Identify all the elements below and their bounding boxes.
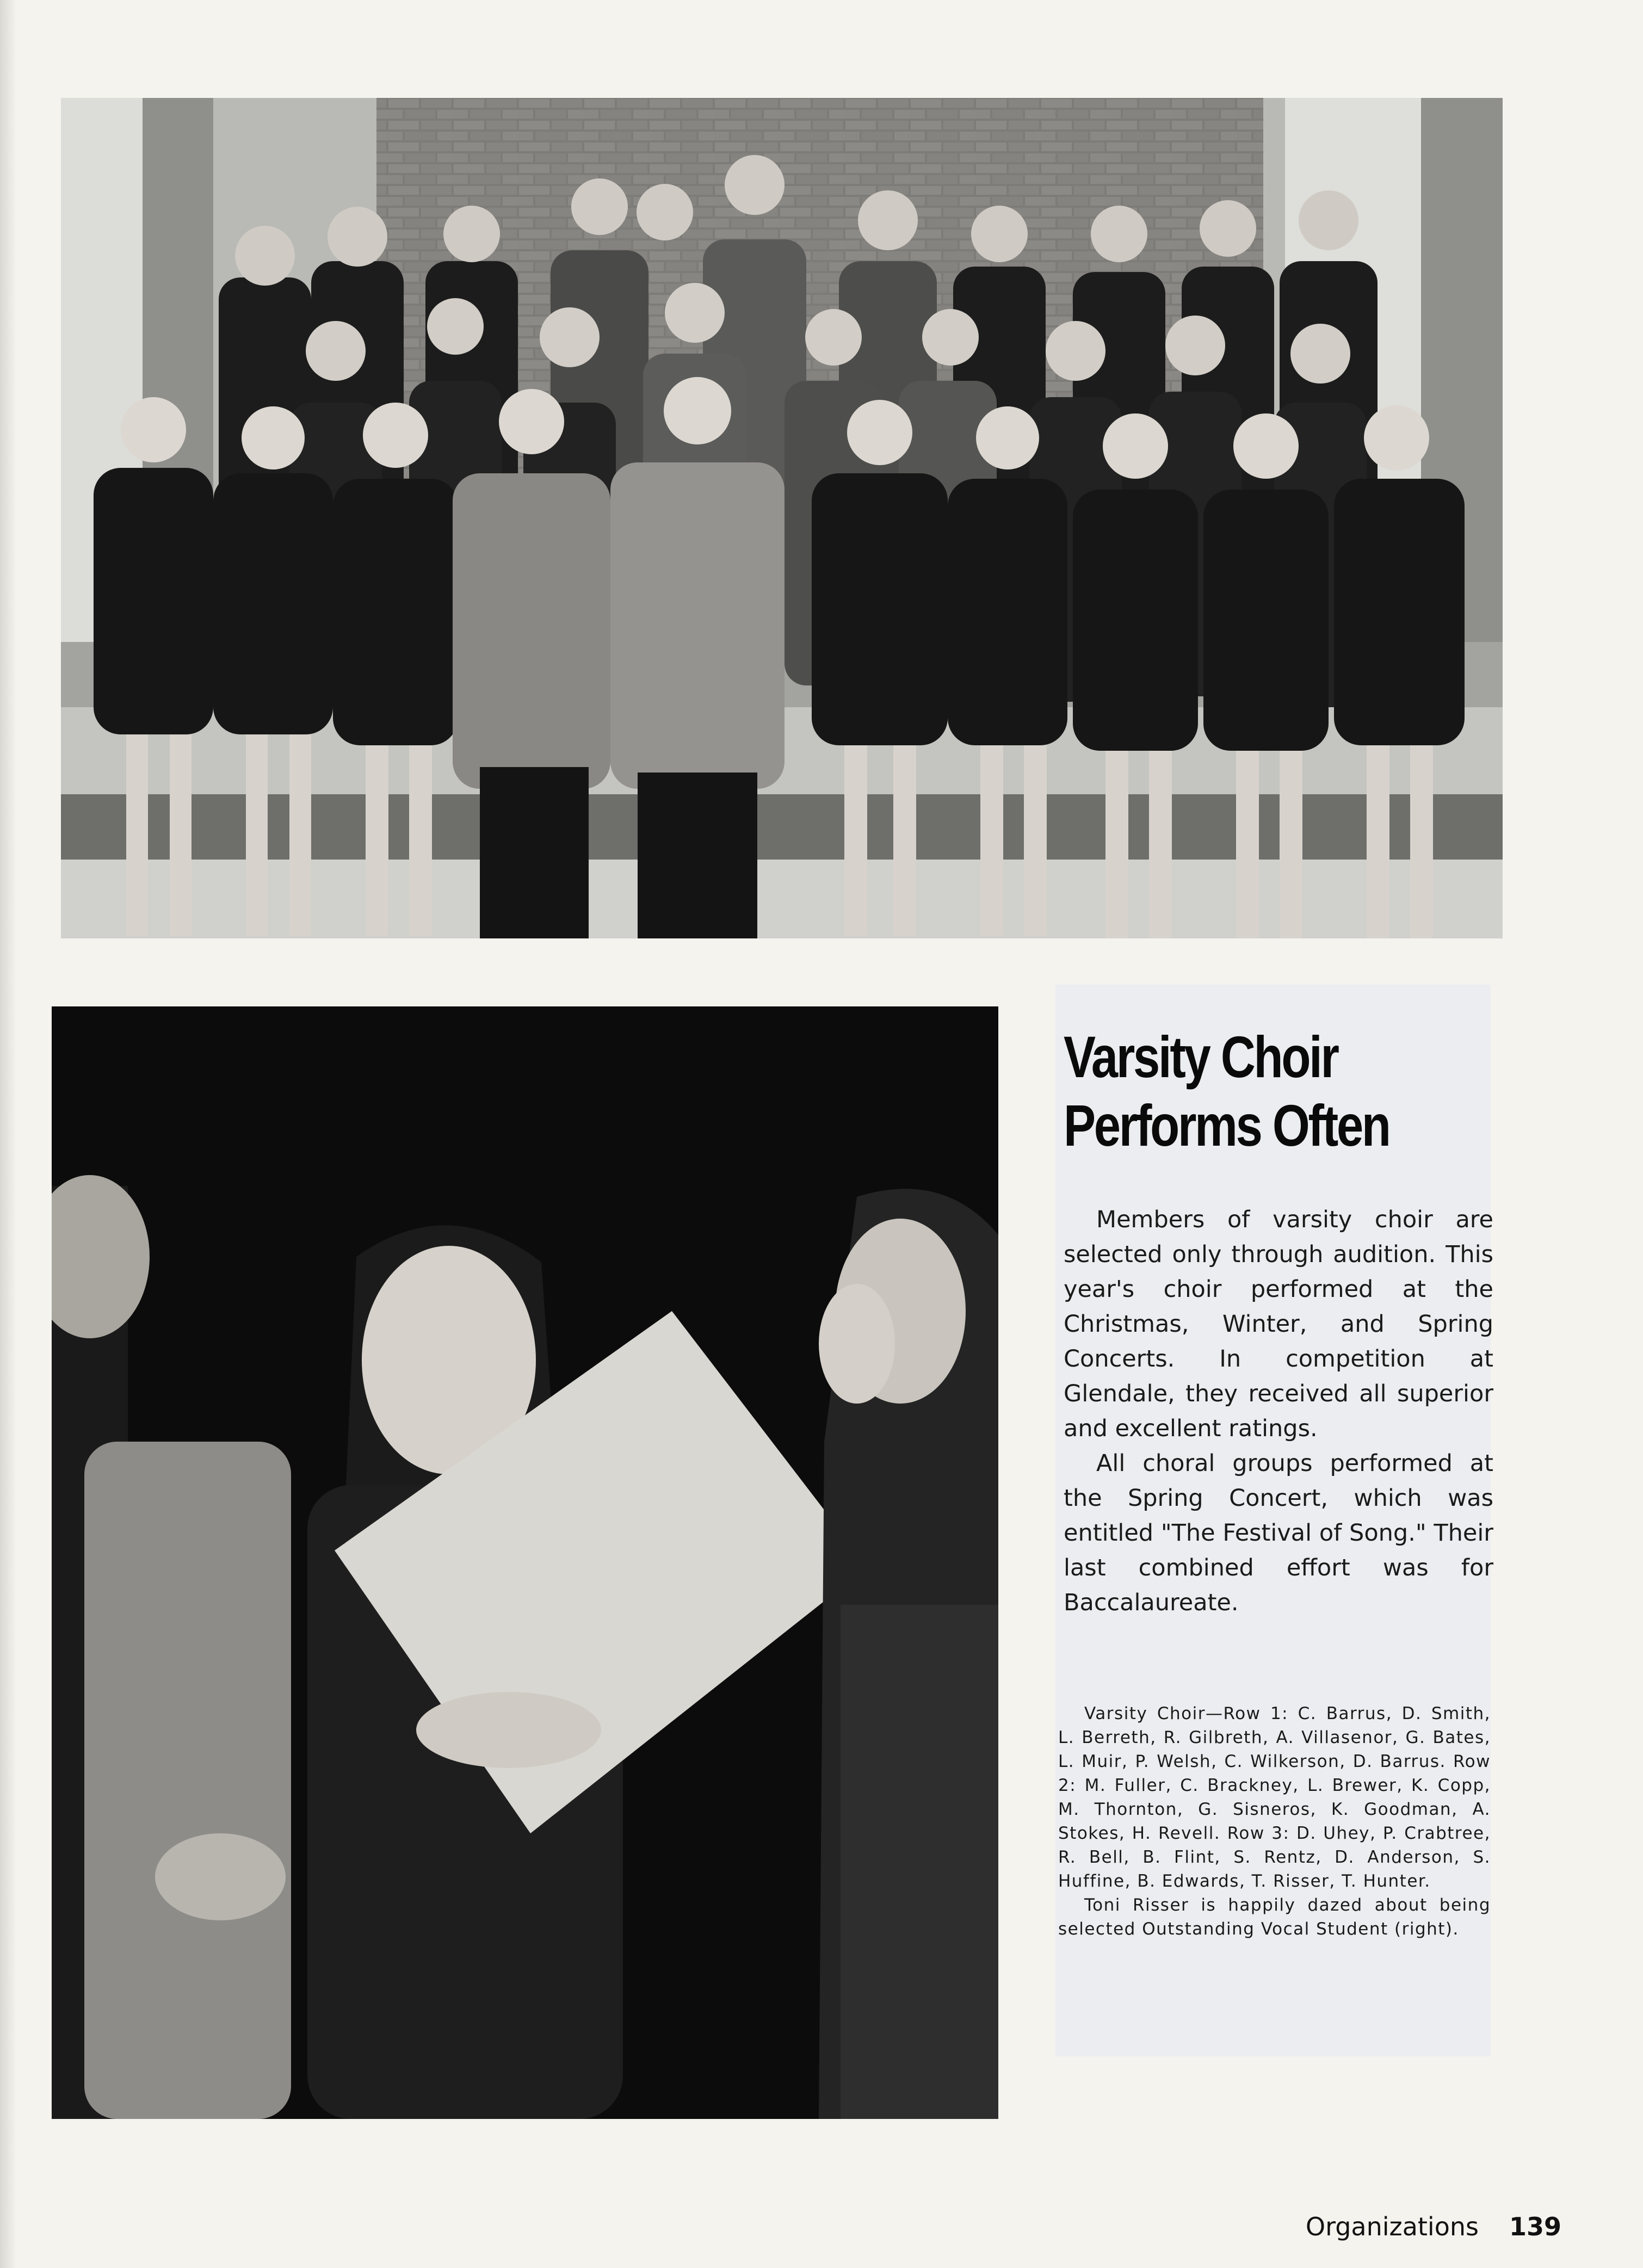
candid-illustration (52, 1006, 998, 2119)
body-paragraph-1: Members of varsity choir are selected only through audition. This year's choir performed at the Christmas, Winter, and Spring Concerts. In competition at Glendale, they received all superior and excellent ratings. (1064, 1206, 1493, 1442)
headline-line-1: Varsity Choir (1064, 1024, 1338, 1090)
choir-group-photo (61, 98, 1503, 938)
section-name: Organizations (1305, 2212, 1479, 2241)
article-body (1064, 1202, 1493, 1620)
choir-group-illustration (61, 98, 1503, 938)
caption-roster: Varsity Choir—Row 1: C. Barrus, D. Smith, L. Berreth, R. Gilbreth, A. Villasenor, G. Bates, L. Muir, P. Welsh, C. Wilkerson, D. Barrus. Row 2: M. Fuller, C. Brackney, L. Brewer, K. Copp, M. Thornton, G. Sisneros, K. Goodman, A. Stokes, H. Revell. Row 3: D. Uhey, P. Crabtree, R. Bell, B. Flint, S. Rentz, D. Anderson, S. Huffine, B. Edwards, T. Risser, T. Hunter. (1058, 1704, 1491, 1891)
page-footer (1306, 2212, 1561, 2241)
outstanding-vocal-student-photo (52, 1006, 998, 2119)
headline-line-2: Performs Often (1064, 1092, 1389, 1158)
headline (1064, 1023, 1420, 1160)
photo-caption (1058, 1702, 1491, 1941)
page-gutter (0, 0, 16, 2268)
caption-candid: Toni Risser is happily dazed about being selected Outstanding Vocal Student (right). (1058, 1895, 1491, 1939)
page-number: 139 (1509, 2212, 1561, 2241)
body-paragraph-2: All choral groups performed at the Spring Concert, which was entitled "The Festival of Song." Their last combined effort was for Baccalaureate. (1064, 1450, 1493, 1616)
